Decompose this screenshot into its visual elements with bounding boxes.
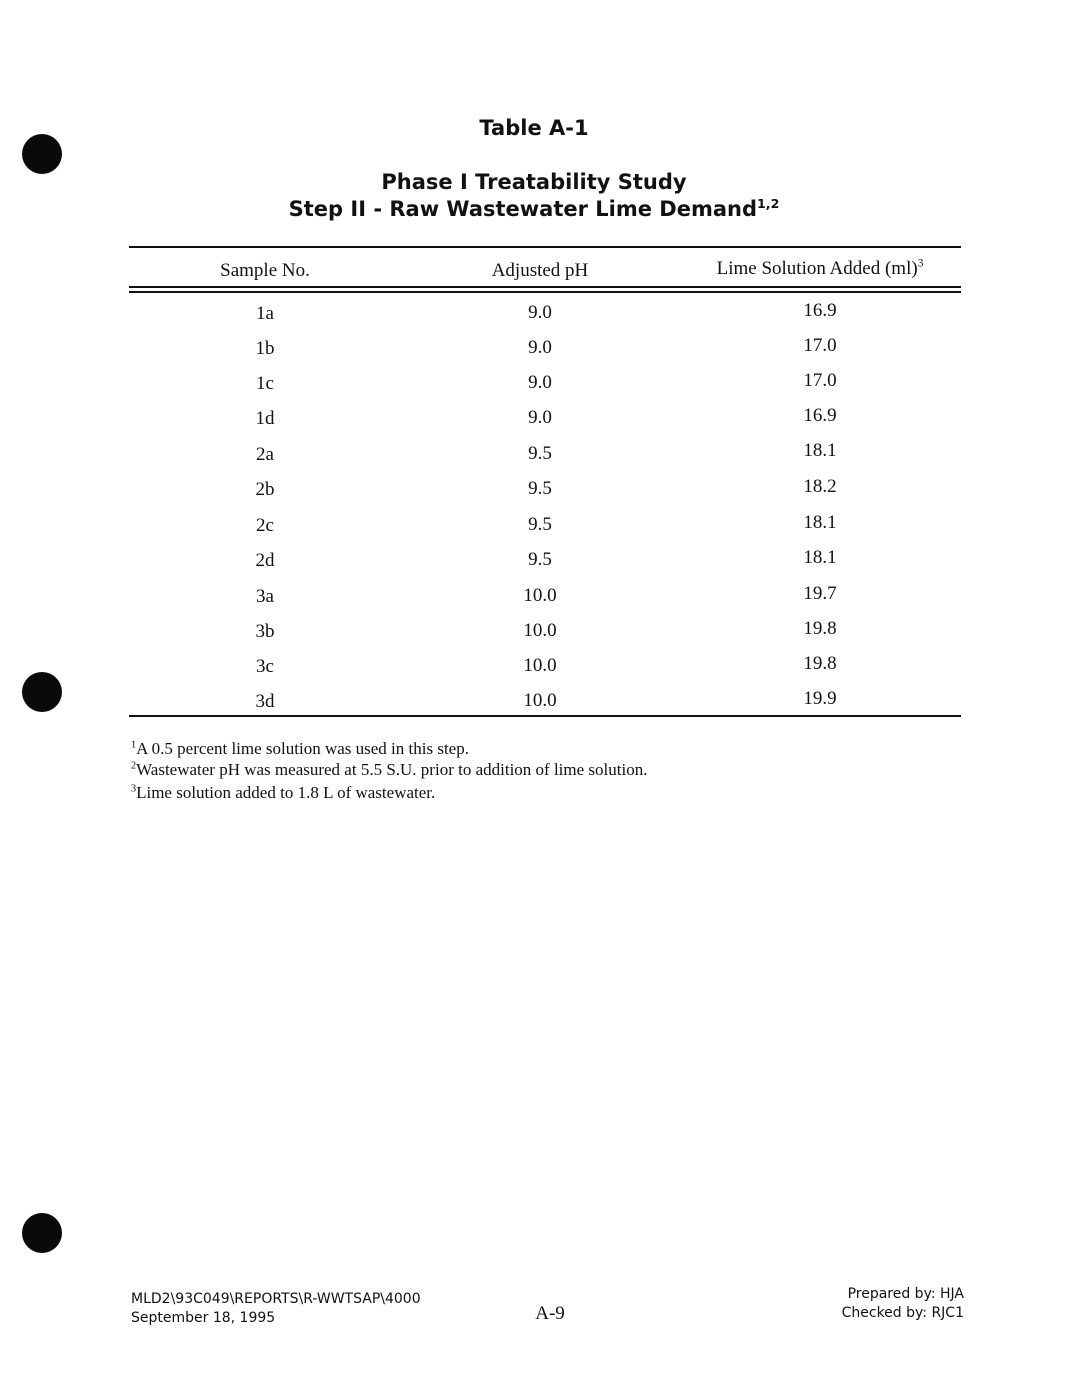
punch-hole-bottom	[22, 1213, 62, 1253]
cell-sample: 3d	[255, 691, 275, 712]
cell-lime: 16.9	[803, 405, 837, 426]
cell-sample: 3b	[255, 621, 275, 642]
cell-sample: 2c	[256, 515, 274, 536]
header-sample-no: Sample No.	[220, 260, 310, 281]
cell-lime: 19.7	[803, 583, 837, 604]
page-number: A-9	[535, 1303, 565, 1324]
cell-sample: 2a	[256, 444, 274, 465]
cell-sample: 3a	[256, 586, 274, 607]
footnote-text: Wastewater pH was measured at 5.5 S.U. prior to addition of lime solution.	[136, 760, 648, 779]
cell-ph: 9.5	[528, 478, 552, 499]
header-adjusted-ph: Adjusted pH	[491, 260, 589, 281]
footer-file-path: MLD2\93C049\REPORTS\R-WWTSAP\4000	[131, 1291, 421, 1307]
cell-lime: 17.0	[803, 335, 837, 356]
footnote-mark: 1	[131, 739, 137, 751]
cell-sample: 3c	[256, 656, 274, 677]
title-line-2-superscript: 1,2	[757, 196, 780, 211]
cell-ph: 9.0	[528, 302, 552, 323]
cell-ph: 10.0	[523, 620, 557, 641]
footnote-mark: 3	[131, 783, 137, 795]
cell-ph: 10.0	[523, 690, 557, 711]
cell-lime: 18.1	[803, 512, 837, 533]
cell-sample: 1b	[255, 338, 275, 359]
header-lime-added	[690, 258, 950, 280]
punch-hole-top	[22, 134, 62, 174]
table-top-rule	[129, 246, 961, 248]
cell-lime: 18.1	[803, 547, 837, 568]
cell-ph: 9.0	[528, 407, 552, 428]
prepared-by: Prepared by: HJA	[847, 1286, 964, 1302]
header-lime-added-text: Lime Solution Added (ml)	[716, 258, 918, 279]
cell-ph: 9.5	[528, 443, 552, 464]
title-line-1: Phase I Treatability Study	[381, 170, 687, 194]
footnote-text: A 0.5 percent lime solution was used in this step.	[136, 739, 469, 758]
cell-ph: 10.0	[523, 655, 557, 676]
cell-ph: 9.5	[528, 549, 552, 570]
footnote	[131, 783, 435, 803]
cell-sample: 2b	[255, 479, 275, 500]
cell-sample: 2d	[255, 550, 275, 571]
footnote	[131, 739, 469, 759]
table-bottom-rule	[129, 715, 961, 717]
checked-by: Checked by: RJC1	[841, 1305, 964, 1321]
header-lime-added-superscript: 3	[917, 257, 924, 270]
footnote-text: Lime solution added to 1.8 L of wastewater.	[136, 783, 436, 802]
punch-hole-middle	[22, 672, 62, 712]
cell-sample: 1c	[256, 373, 274, 394]
title-line-2-text: Step II - Raw Wastewater Lime Demand	[288, 197, 758, 221]
cell-lime: 19.9	[803, 688, 837, 709]
footnote	[131, 760, 647, 780]
cell-ph: 9.5	[528, 514, 552, 535]
header-bottom-rule-2	[129, 291, 961, 293]
table-label: Table A-1	[479, 116, 589, 140]
cell-ph: 9.0	[528, 372, 552, 393]
cell-lime: 18.1	[803, 440, 837, 461]
footnote-mark: 2	[131, 760, 137, 772]
footer-date: September 18, 1995	[131, 1310, 276, 1326]
header-bottom-rule-1	[129, 286, 961, 288]
title-line-2	[0, 197, 1068, 221]
cell-sample: 1a	[256, 303, 274, 324]
cell-lime: 19.8	[803, 618, 837, 639]
cell-lime: 16.9	[803, 300, 837, 321]
cell-lime: 17.0	[803, 370, 837, 391]
cell-sample: 1d	[255, 408, 275, 429]
cell-lime: 18.2	[803, 476, 837, 497]
cell-ph: 10.0	[523, 585, 557, 606]
cell-ph: 9.0	[528, 337, 552, 358]
cell-lime: 19.8	[803, 653, 837, 674]
